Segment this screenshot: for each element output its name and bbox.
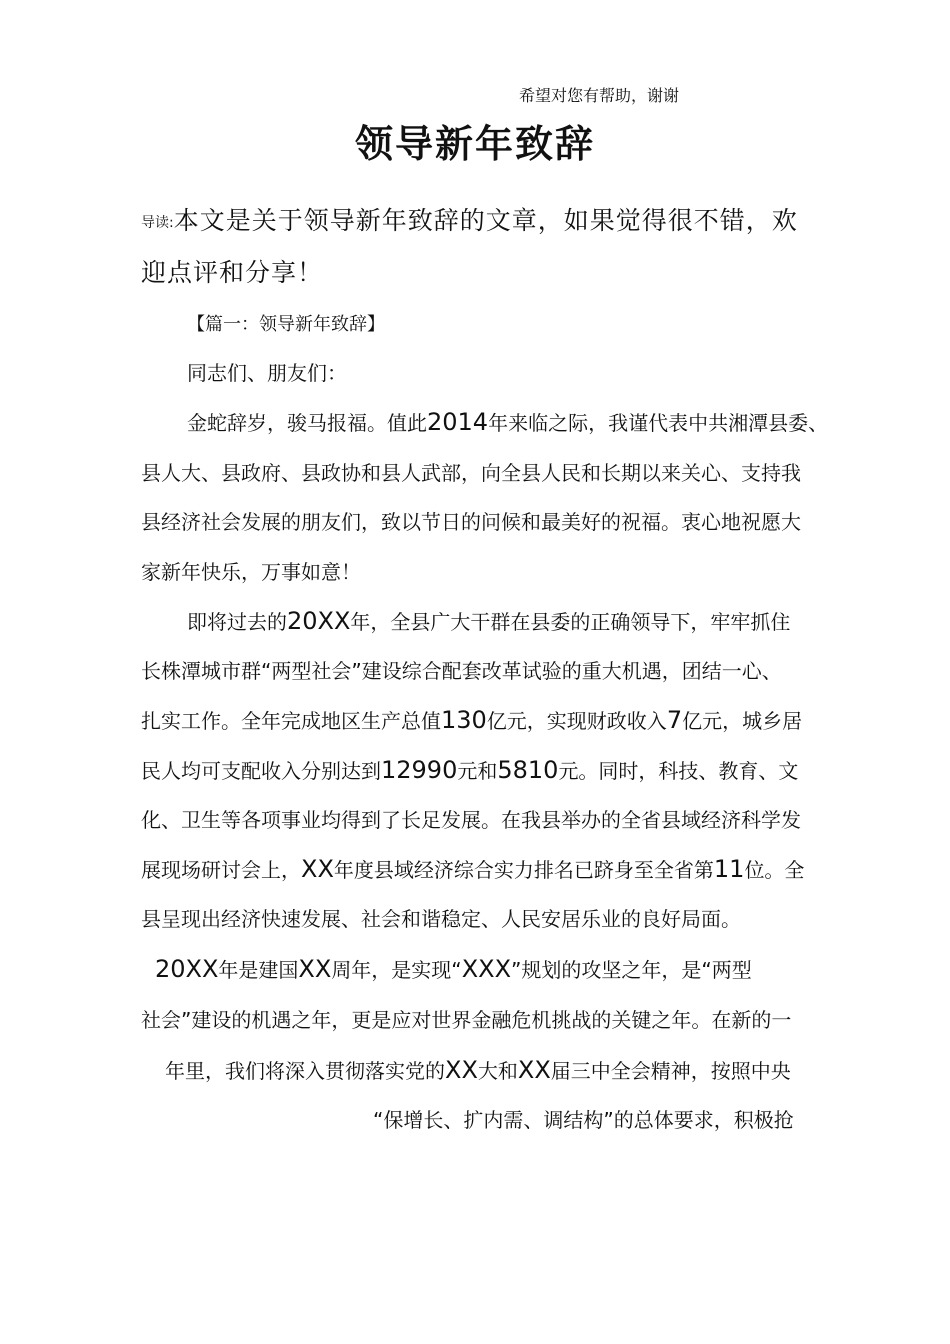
- number-span: 20XX: [287, 607, 351, 635]
- number-span: 11: [713, 855, 745, 883]
- text-span: 年是建国: [218, 958, 299, 982]
- text-span: ”规划的攻坚之年，是“两型: [511, 958, 752, 982]
- number-span: 12990: [381, 756, 458, 784]
- section-heading: 【篇一：领导新年致辞】: [187, 314, 385, 335]
- salutation: 同志们、朋友们：: [187, 361, 347, 385]
- text-span: 元。同时，科技、教育、文: [558, 759, 799, 783]
- number-span: 5810: [497, 756, 559, 784]
- paragraph-1-line-2: 县人大、县政府、县政协和县人武部，向全县人民和长期以来关心、支持我: [141, 461, 801, 485]
- text-span: 年，全县广大干群在县委的正确领导下，牢牢抓住: [350, 610, 791, 634]
- page-title: 领导新年致辞: [354, 122, 595, 166]
- text-span: 年里，我们将深入贯彻落实党的: [165, 1059, 445, 1083]
- text-span: 元和: [457, 759, 498, 783]
- paragraph-2-line-1: [187, 609, 790, 634]
- paragraph-2-line-6: [141, 857, 804, 882]
- paragraph-1-line-3: 县经济社会发展的朋友们，致以节日的问候和最美好的祝福。衷心地祝愿大: [141, 510, 801, 534]
- paragraph-3-line-1: [155, 957, 752, 982]
- intro-text-1: 本文是关于领导新年致辞的文章，如果觉得很不错，欢: [173, 206, 798, 235]
- paragraph-2-line-3: [141, 708, 802, 733]
- text-span: 亿元，城乡居: [682, 709, 803, 733]
- text-span: 亿元，实现财政收入: [486, 709, 667, 733]
- number-span: 7: [666, 706, 683, 734]
- number-span: 2014: [427, 408, 489, 436]
- paragraph-1-line-1: [187, 410, 828, 435]
- intro-line-2: 迎点评和分享！: [141, 258, 324, 287]
- text-span: 大和: [477, 1059, 518, 1083]
- paragraph-2-line-7: 县呈现出经济快速发展、社会和谐稳定、人民安居乐业的良好局面。: [141, 907, 741, 931]
- number-span: XX: [517, 1056, 551, 1084]
- text-span: 展现场研讨会上，: [141, 858, 301, 882]
- number-span: XX: [445, 1056, 478, 1084]
- intro-label: 导读:: [141, 215, 174, 231]
- text-span: 位。全: [744, 858, 805, 882]
- paragraph-2-line-2: 长株潭城市群“两型社会”建设综合配套改革试验的重大机遇，团结一心、: [141, 659, 782, 683]
- paragraph-2-line-4: [141, 758, 798, 783]
- text-span: 扎实工作。全年完成地区生产总值: [141, 709, 441, 733]
- header-note: 希望对您有帮助，谢谢: [519, 86, 680, 105]
- text-span: 年度县域经济综合实力排名已跻身至全省第: [333, 858, 714, 882]
- text-span: 周年，是实现“: [331, 958, 462, 982]
- paragraph-1-line-4: 家新年快乐，万事如意！: [141, 560, 361, 584]
- text-span: 金蛇辞岁，骏马报福。值此: [187, 411, 427, 435]
- text-span: 即将过去的: [187, 610, 287, 634]
- number-span: XX: [298, 955, 332, 983]
- text-span: 年来临之际，我谨代表中共湘潭县委、: [488, 411, 829, 435]
- paragraph-3-line-4: “保增长、扩内需、调结构”的总体要求，积极抢: [373, 1108, 794, 1132]
- paragraph-3-line-3: [165, 1058, 791, 1083]
- number-span: 130: [441, 706, 487, 734]
- paragraph-2-line-5: 化、卫生等各项事业均得到了长足发展。在我县举办的全省县域经济科学发: [141, 808, 801, 832]
- number-span: XXX: [461, 955, 512, 983]
- number-span: 20XX: [155, 955, 219, 983]
- paragraph-3-line-2: 社会”建设的机遇之年，更是应对世界金融危机挑战的关键之年。在新的一: [141, 1008, 792, 1032]
- intro-line-1: [141, 206, 798, 238]
- text-span: 民人均可支配收入分别达到: [141, 759, 381, 783]
- text-span: 届三中全会精神，按照中央: [550, 1059, 791, 1083]
- number-span: XX: [301, 855, 334, 883]
